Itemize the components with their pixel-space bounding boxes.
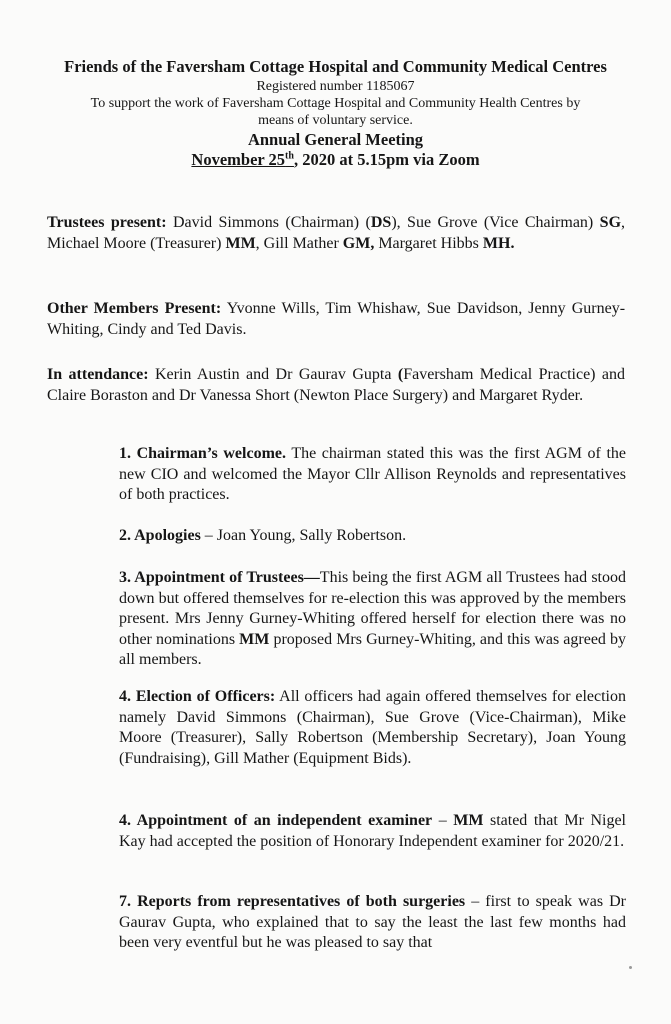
in-attendance [47,365,625,406]
item-body: – first to speak was Dr Gaurav Gupta, who explained that to say the least the last few months had been very eventful but he was pleased to say that [119,893,627,951]
meeting-date-month: November 25 [191,150,286,169]
item-body: The chairman stated this was the first AGM of the new CIO and welcomed the Mayor Cllr Allison Reynolds and representatives of both practices. [119,445,627,503]
members-text-1: Yvonne Wills, [221,300,326,317]
item-bold: MM [239,630,270,648]
meeting-date [30,150,641,170]
purpose-line-1: To support the work of Faversham Cottage Hospital and Community Health Centres by [90,96,581,111]
item-heading: 2. Apologies [119,527,201,544]
item-body: All officers had again offered themselves for election namely David Simmons (Chairman), Sue Grove (Vice-Chairman), Mike Moore (Treasurer), Sally Robertson (Membership Secretary), Joan Young (Fundraising), Gill Mather (Equipment Bids). [119,688,627,767]
agenda-item-chairmans-welcome [119,444,626,506]
document-header [30,56,641,170]
trustees-present [47,213,625,254]
meeting-title: Annual General Meeting [247,130,424,149]
trustees-bold-3: MM [225,234,256,252]
trustees-text-5: Margaret Hibbs [374,234,483,252]
agenda-item-election-of-officers [119,687,626,769]
agenda-item-apologies [119,526,626,547]
attendance-text-1: Kerin Austin and Dr Gaurav Gupta [148,366,398,383]
item-heading: 3. Appointment of Trustees— [119,569,320,586]
item-body-2: proposed Mrs Gurney-Whiting, and this was agreed by all members. [119,630,627,668]
item-body: – [432,812,454,829]
item-bold: MM [453,812,484,829]
trustees-bold-1: DS [370,214,392,231]
agenda-item-surgery-reports [119,892,626,954]
other-members-present [47,299,625,340]
purpose-line-2: means of voluntary service. [258,113,413,128]
registered-number: Registered number 1185067 [256,79,415,94]
item-body: This being the first AGM all Trustees had stood down but offered themselves for re-election this was approved by the members present. Mrs Jenny Gurney-Whiting offered herself for election there was no other nominations [119,569,626,648]
scan-speck [629,966,632,969]
meeting-date-suffix: th [285,150,294,162]
members-text-2: Tim Whishaw, Sue Davidson, Jenny Gurney-Whiting, Cindy and Ted Davis. [47,300,626,338]
agenda-item-appointment-of-trustees [119,568,626,671]
trustees-bold-4: GM, [342,234,375,252]
organisation-title: Friends of the Faversham Cottage Hospital and Community Medical Centres [64,57,607,76]
trustees-text-2: ), Sue Grove (Vice Chairman) [391,214,600,231]
item-heading: 4. Election of Officers: [119,688,276,705]
item-heading: 7. Reports from representatives of both surgeries [119,893,466,910]
trustees-text-1: David Simmons (Chairman) ( [166,214,371,231]
item-heading: 4. Appointment of an independent examiner [119,812,433,829]
trustees-text-4: , Gill Mather [255,234,343,252]
trustees-label: Trustees present: [47,214,167,231]
agenda-item-independent-examiner [119,811,626,852]
trustees-text-3: , Michael Moore (Treasurer) [47,214,626,252]
attendance-bracket: ( [397,366,404,383]
item-body: – Joan Young, Sally Robertson. [200,527,407,544]
item-body-2: stated that Mr Nigel Kay had accepted the position of Honorary Independent examiner for 2020/21. [119,812,626,850]
meeting-date-rest: , 2020 at 5.15pm via Zoom [293,150,480,169]
trustees-bold-5: MH. [482,234,515,252]
attendance-label: In attendance: [47,366,149,383]
members-label: Other Members Present: [47,300,222,317]
attendance-text-2: Faversham Medical Practice) and Claire Boraston and Dr Vanessa Short (Newton Place Surgery) and Margaret Ryder. [47,366,626,404]
trustees-bold-2: SG [599,214,622,231]
item-heading: 1. Chairman’s welcome. [119,445,287,462]
